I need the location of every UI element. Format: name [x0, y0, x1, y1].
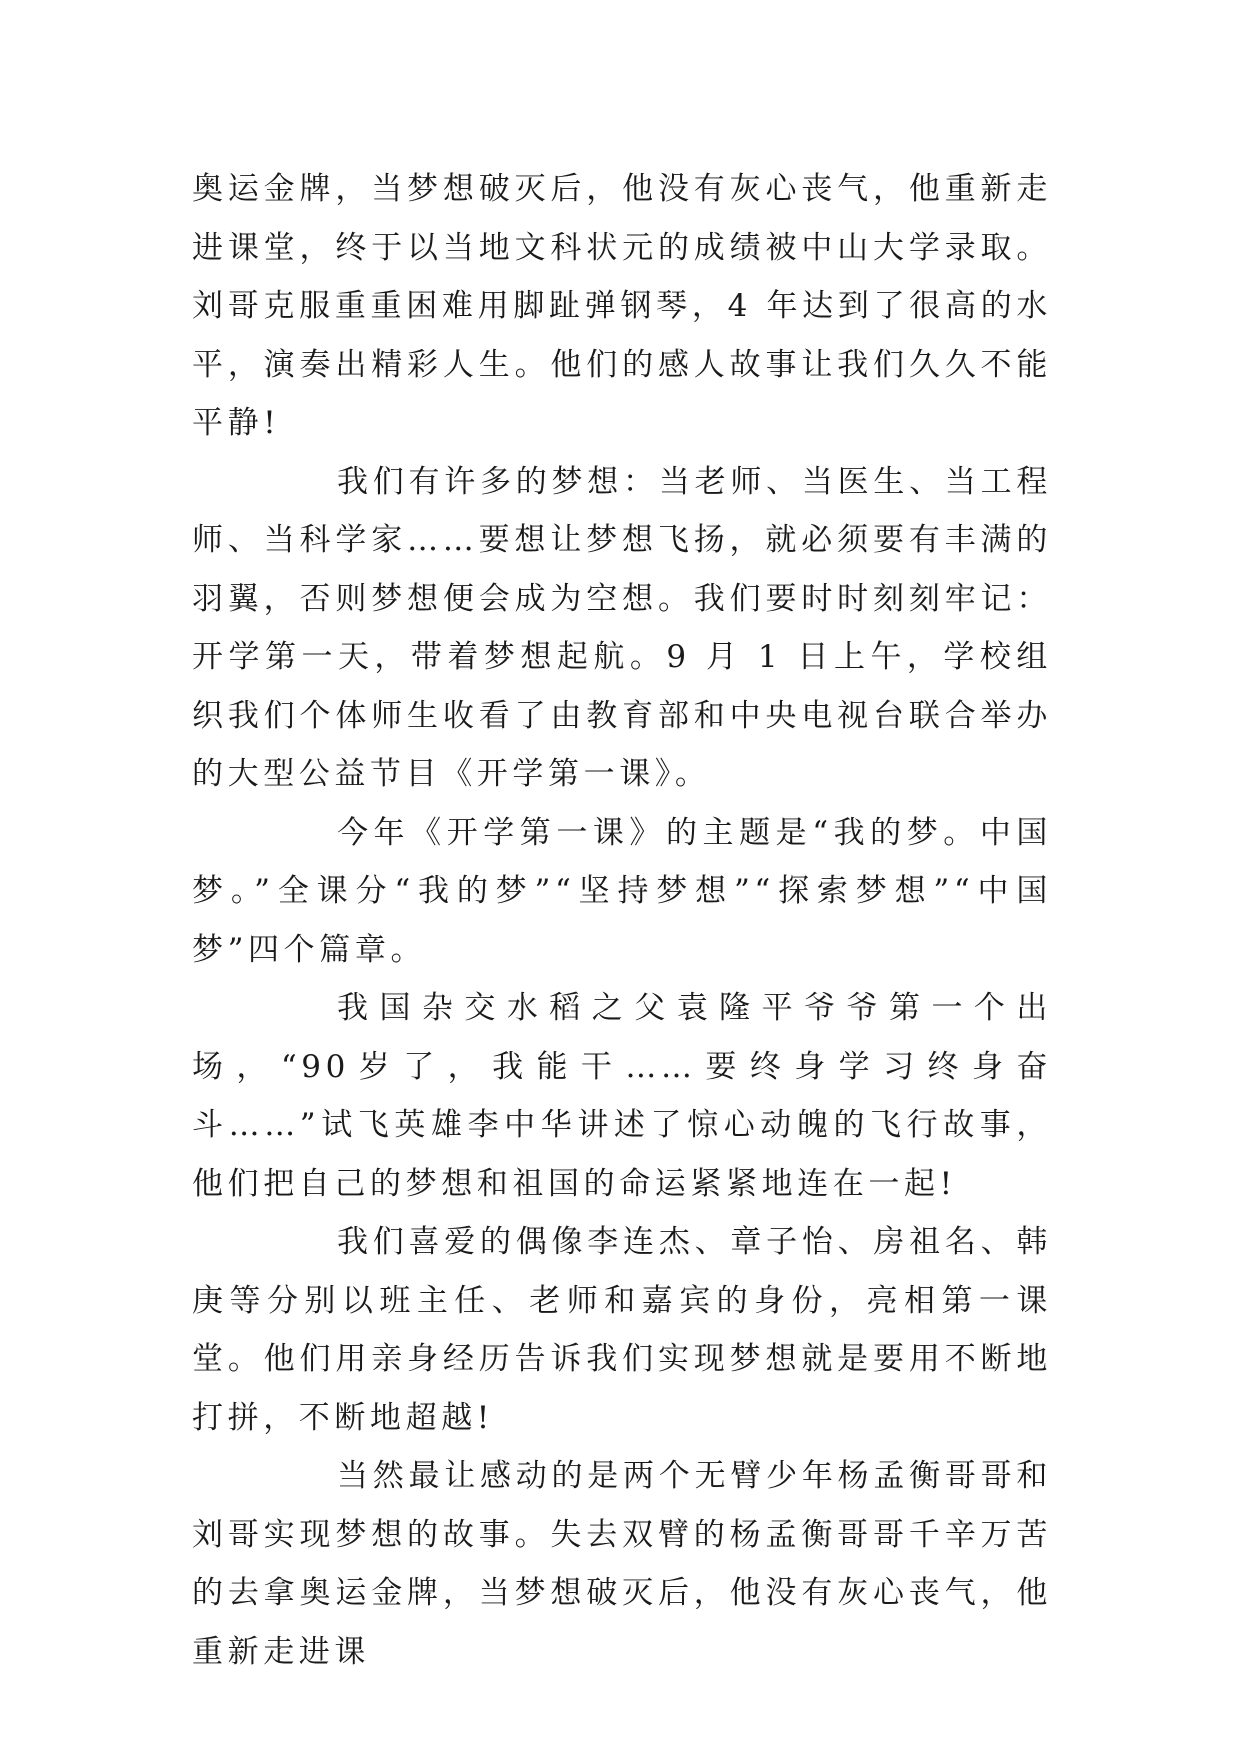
- paragraph: 我们有许多的梦想：当老师、当医生、当工程师、当科学家……要想让梦想飞扬，就必须要有丰满的羽翼，否则梦想便会成为空想。我们要时时刻刻牢记：开学第一天，带着梦想起航。9 月 1 日上午，学校组织我们个体师生收看了由教育部和中央电视台联合举办的大型公益节目《开学第一课》。: [192, 463, 1052, 792]
- paragraph: 今年《开学第一课》的主题是“我的梦。中国梦。”全课分“我的梦”“坚持梦想”“探索梦想”“中国梦”四个篇章。: [192, 814, 1052, 968]
- paragraph: 我们喜爱的偶像李连杰、章子怡、房祖名、韩庚等分别以班主任、老师和嘉宾的身份，亮相第一课堂。他们用亲身经历告诉我们实现梦想就是要用不断地打拼，不断地超越!: [192, 1224, 1052, 1436]
- paragraph: 奥运金牌，当梦想破灭后，他没有灰心丧气，他重新走进课堂，终于以当地文科状元的成绩被中山大学录取。刘哥克服重重困难用脚趾弹钢琴，4 年达到了很高的水平，演奏出精彩人生。他们的感人故事让我们久久不能平静!: [192, 171, 1052, 441]
- paragraph: 当然最让感动的是两个无臂少年杨孟衡哥哥和刘哥实现梦想的故事。失去双臂的杨孟衡哥哥千辛万苦的去拿奥运金牌，当梦想破灭后，他没有灰心丧气，他重新走进课: [192, 1458, 1052, 1670]
- paragraph: 我国杂交水稻之父袁隆平爷爷第一个出场，“90岁了，我能干……要终身学习终身奋斗……”试飞英雄李中华讲述了惊心动魄的飞行故事，他们把自己的梦想和祖国的命运紧紧地连在一起!: [192, 990, 1052, 1202]
- document-body: [192, 160, 1052, 1681]
